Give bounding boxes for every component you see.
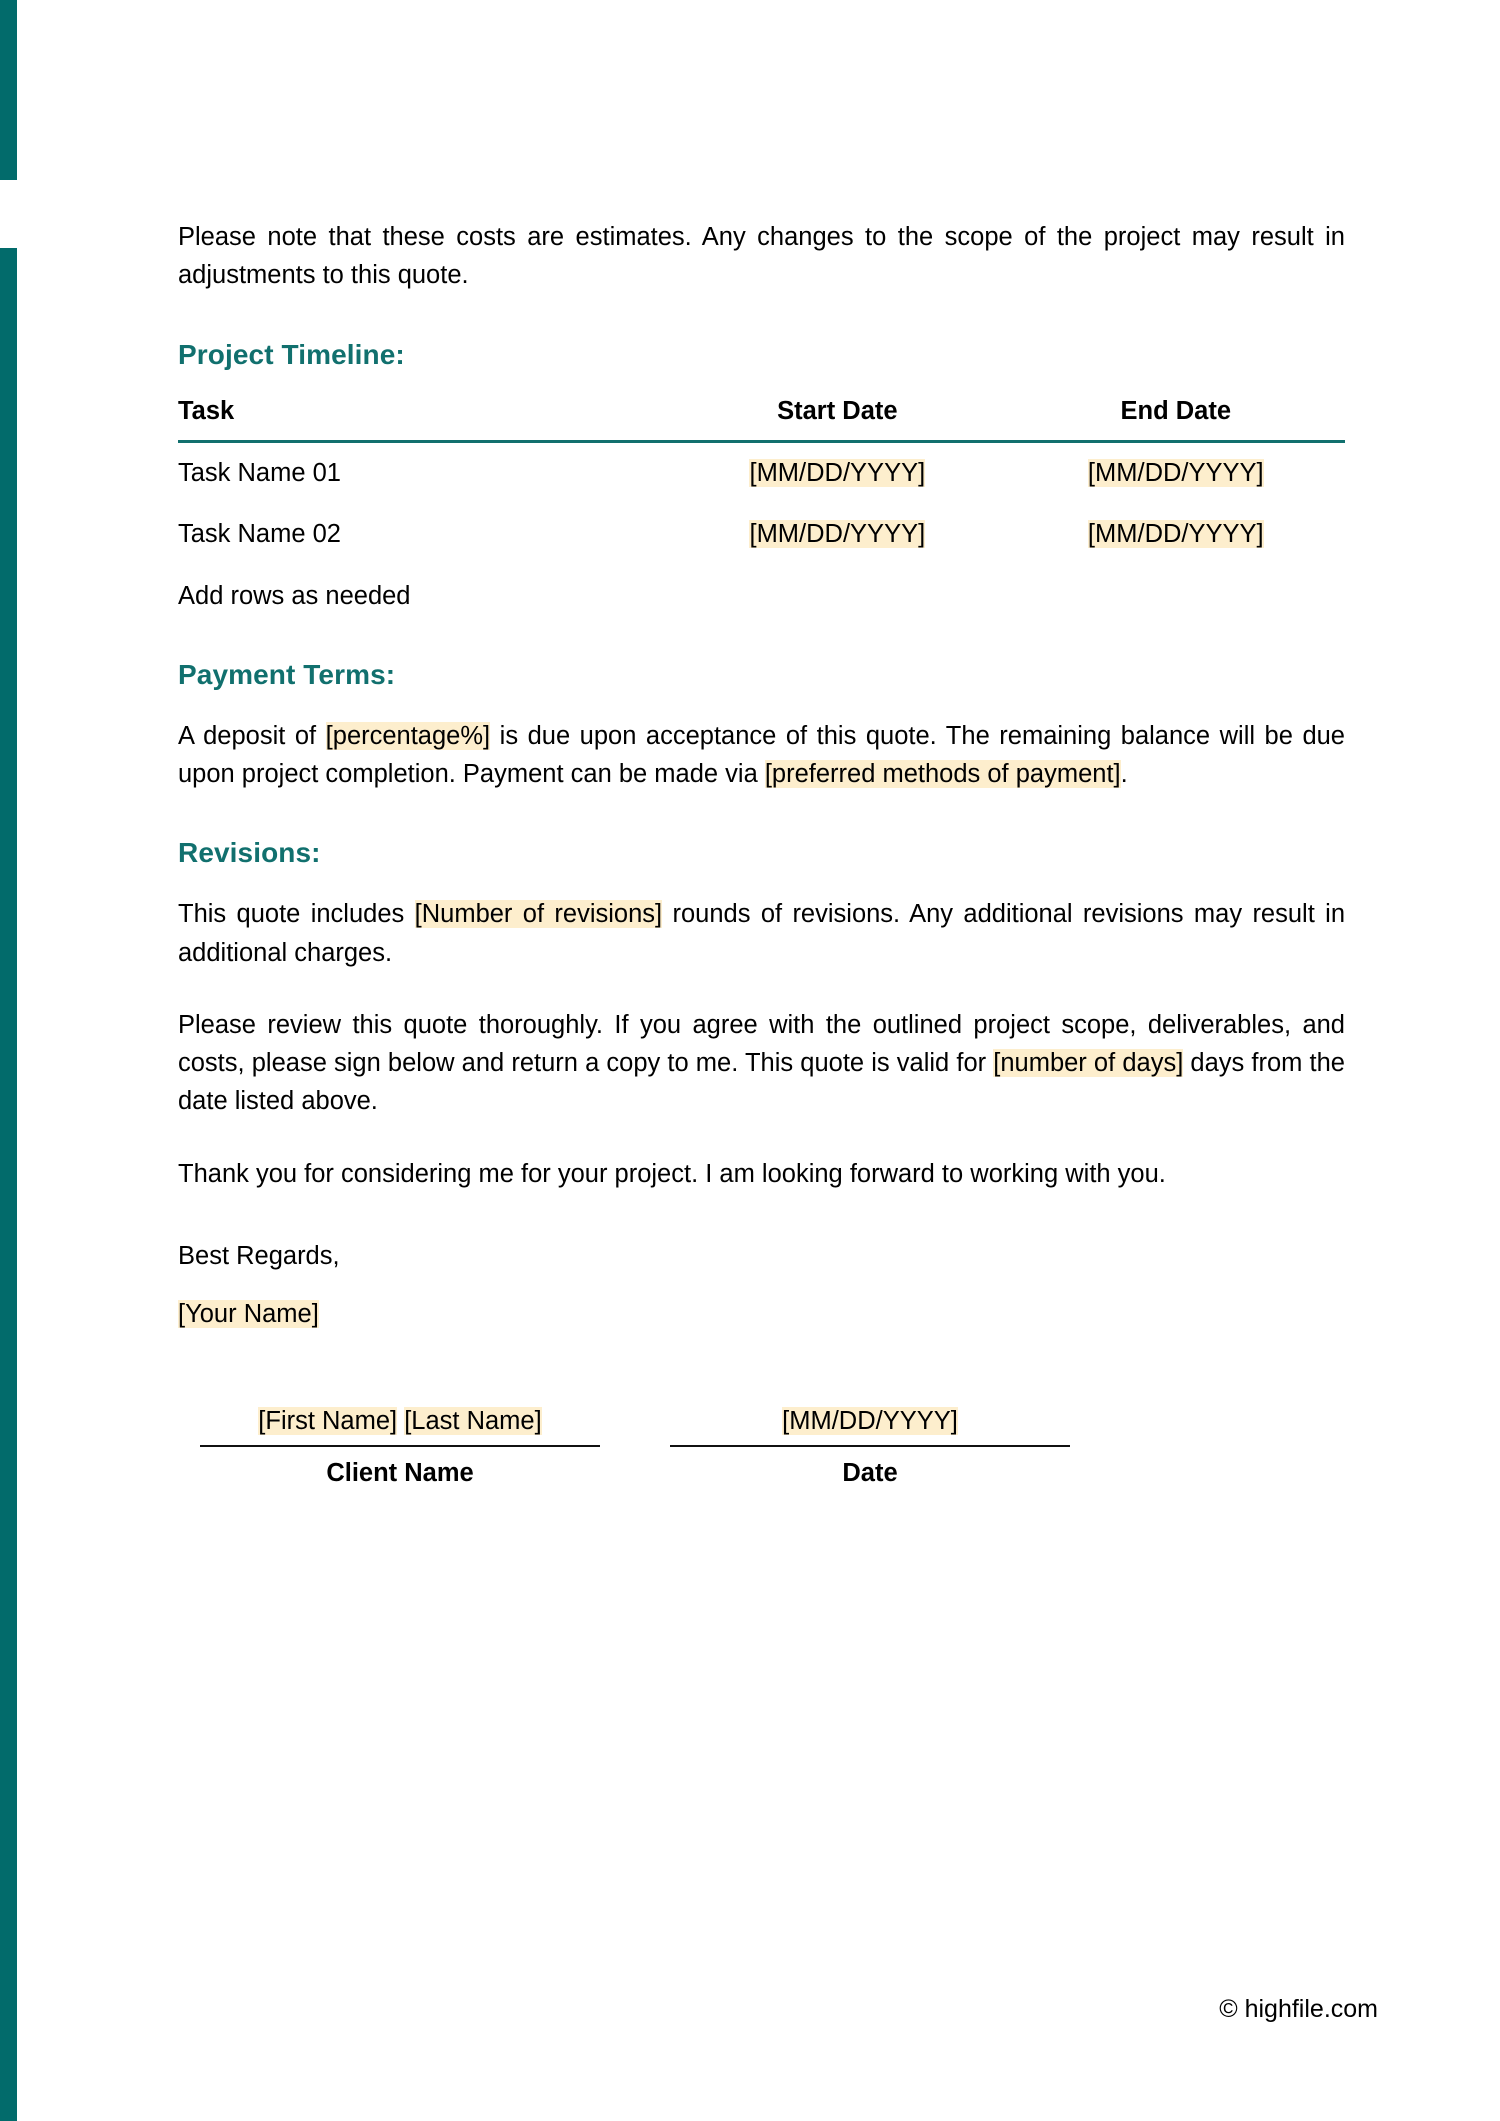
project-timeline-table — [178, 397, 1345, 565]
payment-terms-heading: Payment Terms: — [178, 658, 396, 690]
date-label: Date — [842, 1459, 898, 1488]
thank-you-paragraph: Thank you for considering me for your project. I am looking forward to working with you. — [178, 1159, 1166, 1188]
date-signature-column — [670, 1407, 1070, 1488]
end-date-cell — [1007, 504, 1345, 565]
column-header-task: Task — [178, 396, 235, 425]
end-date-cell — [1007, 441, 1345, 504]
client-name-value — [200, 1407, 600, 1445]
revisions-heading: Revisions: — [178, 837, 321, 869]
date-value — [670, 1407, 1070, 1445]
payment-methods-placeholder: [preferred methods of payment] — [764, 760, 1121, 788]
end-date-placeholder: [MM/DD/YYYY] — [1087, 458, 1264, 487]
client-name-label: Client Name — [326, 1459, 474, 1488]
column-header-start-date: Start Date — [777, 396, 898, 425]
best-regards-line: Best Regards, — [178, 1241, 340, 1270]
percentage-placeholder: [percentage%] — [325, 721, 491, 750]
table-header-row — [178, 397, 1345, 442]
revisions-text-a: This quote includes — [178, 900, 415, 929]
table-row — [178, 504, 1345, 565]
start-date-placeholder: [MM/DD/YYYY] — [749, 458, 926, 487]
start-date-cell — [668, 441, 1006, 504]
task-name-cell: Task Name 01 — [178, 458, 341, 487]
number-of-days-placeholder: [number of days] — [993, 1049, 1184, 1077]
payment-text-b: is due upon acceptance of this quote. The remaining balance will be due upon project completion. Payment can be made via — [178, 721, 1345, 788]
payment-text-a: A deposit of — [178, 721, 326, 750]
start-date-placeholder: [MM/DD/YYYY] — [749, 519, 926, 548]
review-text-a: Please review this quote thoroughly. If you agree with the outlined project scope, deliverables, and costs, please sign below and return a copy to me. This quote is valid for — [178, 1010, 1345, 1077]
end-date-placeholder: [MM/DD/YYYY] — [1087, 519, 1264, 548]
number-of-revisions-placeholder: [Number of revisions] — [414, 900, 663, 929]
last-name-placeholder: [Last Name] — [404, 1407, 542, 1436]
task-name-cell: Task Name 02 — [178, 519, 341, 548]
footer-copyright: © highfile.com — [1219, 1995, 1378, 2023]
document-content — [178, 0, 1345, 1488]
left-accent-bar-bottom — [0, 248, 17, 2121]
review-paragraph — [178, 1006, 1345, 1121]
project-timeline-heading: Project Timeline: — [178, 338, 405, 370]
left-accent-bar-top — [0, 0, 17, 180]
revisions-paragraph — [178, 895, 1345, 972]
first-name-placeholder: [First Name] — [258, 1407, 398, 1436]
client-signature-column — [200, 1407, 600, 1488]
revisions-text-b: rounds of revisions. Any additional revisions may result in additional charges. — [178, 900, 1346, 967]
column-header-end-date: End Date — [1120, 396, 1232, 425]
intro-paragraph: Please note that these costs are estimates. Any changes to the scope of the project may result in adjustments to this quote. — [178, 223, 1345, 290]
your-name-line — [178, 1295, 1345, 1333]
add-rows-note: Add rows as needed — [178, 581, 411, 610]
start-date-cell — [668, 504, 1006, 565]
date-placeholder: [MM/DD/YYYY] — [782, 1407, 958, 1436]
table-row — [178, 441, 1345, 504]
payment-text-c: . — [1120, 760, 1128, 788]
review-text-b: days from the date listed above. — [178, 1049, 1345, 1116]
your-name-placeholder: [Your Name] — [178, 1300, 319, 1328]
signature-block — [178, 1407, 1345, 1488]
payment-terms-paragraph — [178, 717, 1345, 794]
